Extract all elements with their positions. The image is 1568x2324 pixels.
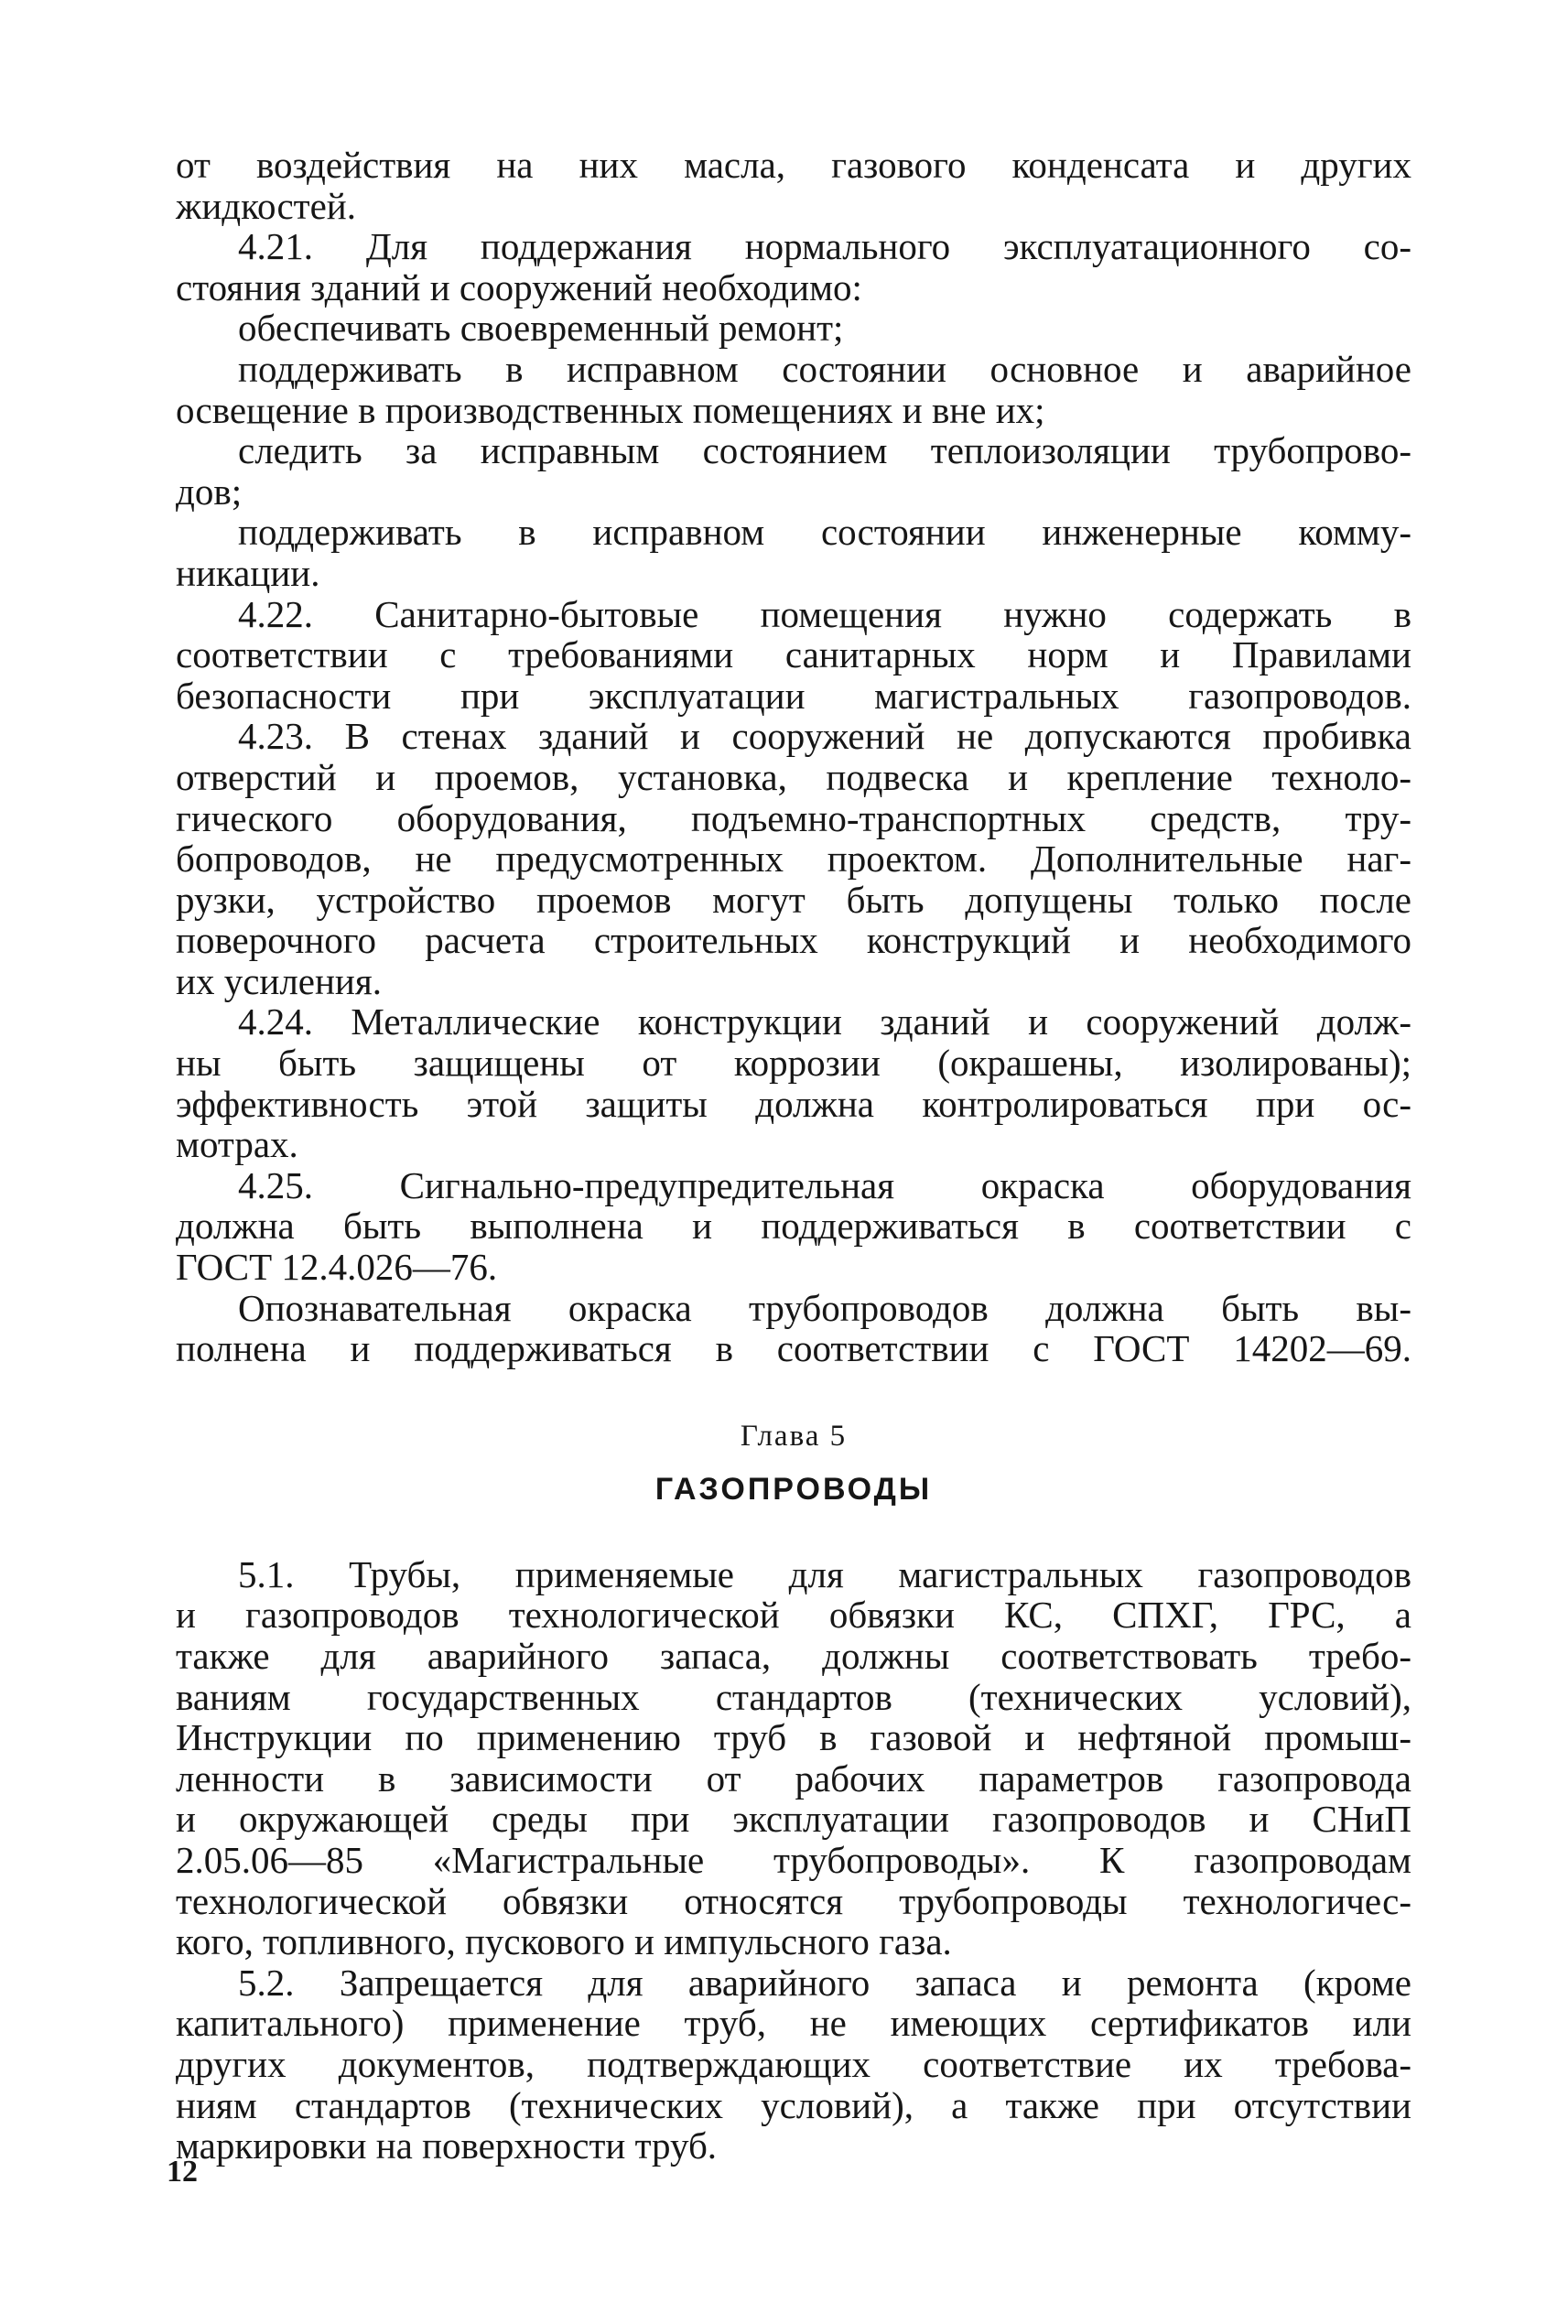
text-line: их усиления. <box>176 959 382 1002</box>
text-line: никации. <box>176 551 320 594</box>
paragraph-5-1 <box>176 1554 1411 1962</box>
text-line: ниям стандартов (технических условий), а также при отсутствии <box>176 2083 1411 2126</box>
text-line: капитального) применение труб, не имеющих сертификатов или <box>176 2002 1411 2045</box>
text-line: от воздействия на них масла, газового конденсата и других <box>176 144 1411 186</box>
paragraph-4-25 <box>176 1165 1411 1288</box>
text-line: 4.24. Металлические конструкции зданий и сооружений долж- <box>238 1000 1411 1043</box>
text-line: мотрах. <box>176 1123 298 1166</box>
text-line: полнена и поддерживаться в соответствии с ГОСТ 14202—69. <box>176 1327 1411 1370</box>
text-line: жидкостей. <box>176 184 356 227</box>
text-line: поддерживать в исправном состоянии основное и аварийное <box>238 347 1411 390</box>
list-item <box>176 430 1411 512</box>
text-line: ГОСТ 12.4.026—76. <box>176 1246 498 1289</box>
list-item <box>176 512 1411 593</box>
paragraph-identification-paint <box>176 1288 1411 1369</box>
text-line: эффективность этой защиты должна контролироваться при ос- <box>176 1082 1411 1125</box>
list-item <box>176 349 1411 430</box>
text-line: бопроводов, не предусмотренных проектом. Дополнительные наг- <box>176 838 1411 881</box>
text-line: 4.22. Санитарно-бытовые помещения нужно содержать в <box>238 592 1411 635</box>
text-line: ваниям государственных стандартов (технических условий), <box>176 1675 1411 1718</box>
page-body <box>176 145 1411 2167</box>
text-line: следить за исправным состоянием теплоизоляции трубопрово- <box>238 429 1411 472</box>
text-line: гического оборудования, подъемно-транспортных средств, тру- <box>176 796 1411 839</box>
text-line: Опознавательная окраска трубопроводов должна быть вы- <box>238 1286 1411 1329</box>
text-line: поддерживать в исправном состоянии инженерные комму- <box>238 511 1411 554</box>
text-line: также для аварийного запаса, должны соответствовать требо- <box>176 1635 1411 1677</box>
text-line: должна быть выполнена и поддерживаться в соответствии с <box>176 1205 1411 1248</box>
paragraph-4-22 <box>176 594 1411 717</box>
list-item <box>176 308 1411 349</box>
text-line: отверстий и проемов, установка, подвеска и крепление техноло- <box>176 755 1411 798</box>
text-line: 5.2. Запрещается для аварийного запаса и ремонта (кроме <box>238 1961 1411 2004</box>
text-line: обеспечивать своевременный ремонт; <box>238 307 844 350</box>
text-line: соответствии с требованиями санитарных норм и Правилами <box>176 633 1411 676</box>
text-line: Инструкции по применению труб в газовой и нефтяной промыш- <box>176 1716 1411 1759</box>
text-line: 4.23. В стенах зданий и сооружений не допускаются пробивка <box>238 715 1411 758</box>
text-line: кого, топливного, пускового и импульсного газа. <box>176 1920 952 1963</box>
text-line: других документов, подтверждающих соответствие их требова- <box>176 2042 1411 2085</box>
text-line: безопасности при эксплуатации магистральных газопроводов. <box>176 674 1411 717</box>
text-line: поверочного расчета строительных конструкций и необходимого <box>176 919 1411 962</box>
text-line: и окружающей среды при эксплуатации газопроводов и СНиП <box>176 1798 1411 1841</box>
text-line: освещение в производственных помещениях и вне их; <box>176 388 1045 431</box>
chapter-label: Глава 5 <box>740 1419 848 1453</box>
text-line: рузки, устройство проемов могут быть допущены только после <box>176 878 1411 921</box>
text-line: ленности в зависимости от рабочих параметров газопровода <box>176 1757 1411 1800</box>
text-line: 2.05.06—85 «Магистральные трубопроводы». К газопроводам <box>176 1838 1411 1881</box>
text-line: 5.1. Трубы, применяемые для магистральных газопроводов <box>238 1552 1411 1595</box>
text-line: 4.21. Для поддержания нормального эксплуатационного со- <box>238 225 1411 268</box>
text-line: дов; <box>176 470 243 513</box>
text-line: стояния зданий и сооружений необходимо: <box>176 265 862 308</box>
text-line: ны быть защищены от коррозии (окрашены, изолированы); <box>176 1042 1411 1085</box>
paragraph-4-23 <box>176 716 1411 1001</box>
paragraph-continuation <box>176 145 1411 226</box>
text-line: маркировки на поверхности труб. <box>176 2124 718 2167</box>
text-line: 4.25. Сигнально-предупредительная окраска оборудования <box>238 1163 1411 1206</box>
paragraph-4-24 <box>176 1001 1411 1164</box>
text-line: технологической обвязки относятся трубопроводы технологичес- <box>176 1879 1411 1922</box>
page-number: 12 <box>167 2155 198 2189</box>
text-line: и газопроводов технологической обвязки КС, СПХГ, ГРС, а <box>176 1594 1411 1637</box>
paragraph-5-2 <box>176 1962 1411 2167</box>
paragraph-4-21 <box>176 226 1411 308</box>
chapter-title: ГАЗОПРОВОДЫ <box>654 1471 933 1507</box>
